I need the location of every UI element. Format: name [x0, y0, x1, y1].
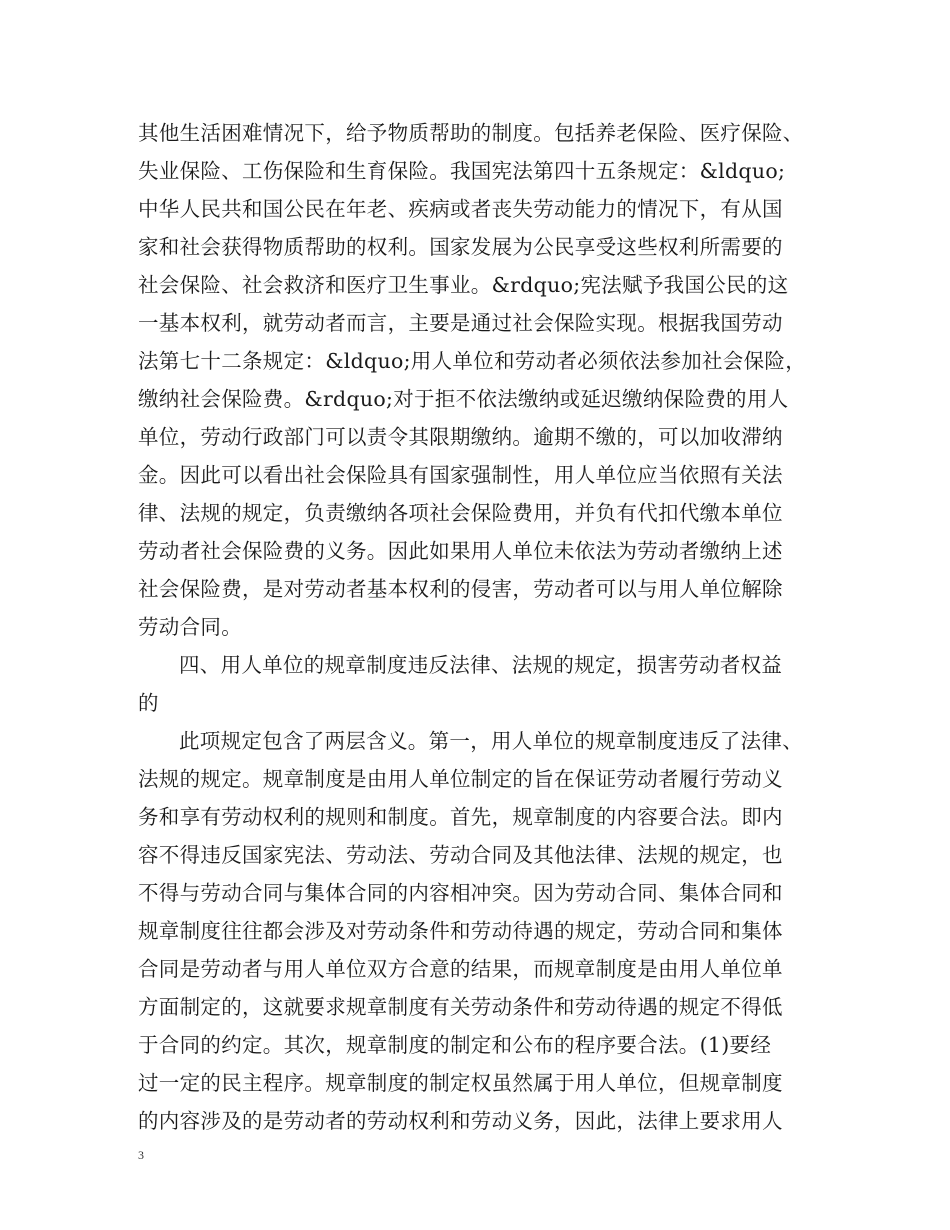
text-line: 法第七十二条规定：&ldquo;用人单位和劳动者必须依法参加社会保险，	[138, 349, 806, 373]
text-line: 过一定的民主程序。规章制度的制定权虽然属于用人单位，但规章制度	[138, 1071, 783, 1095]
text-line: 此项规定包含了两层含义。第一，用人单位的规章制度违反了法律、	[179, 729, 803, 753]
text-line: 容不得违反国家宪法、劳动法、劳动合同及其他法律、法规的规定，也	[138, 843, 783, 867]
text-line: 中华人民共和国公民在年老、疾病或者丧失劳动能力的情况下，有从国	[138, 197, 783, 221]
text-line: 单位，劳动行政部门可以责令其限期缴纳。逾期不缴的，可以加收滞纳	[138, 425, 783, 449]
text-line: 家和社会获得物质帮助的权利。国家发展为公民享受这些权利所需要的	[138, 235, 783, 259]
text-line: 务和享有劳动权利的规则和制度。首先，规章制度的内容要合法。即内	[138, 805, 783, 829]
text-line: 其他生活困难情况下，给予物质帮助的制度。包括养老保险、医疗保险、	[138, 121, 804, 145]
text-line: 律、法规的规定，负责缴纳各项社会保险费用，并负有代扣代缴本单位	[138, 501, 783, 525]
page-number: 3	[138, 1148, 144, 1162]
text-line: 一基本权利，就劳动者而言，主要是通过社会保险实现。根据我国劳动	[138, 311, 783, 335]
text-line: 于合同的约定。其次，规章制度的制定和公布的程序要合法。(1)要经	[138, 1033, 772, 1057]
text-line: 四、用人单位的规章制度违反法律、法规的规定，损害劳动者权益	[179, 653, 783, 677]
text-line: 社会保险、社会救济和医疗卫生事业。&rdquo;宪法赋予我国公民的这	[138, 273, 789, 297]
text-line: 劳动者社会保险费的义务。因此如果用人单位未依法为劳动者缴纳上述	[138, 539, 783, 563]
text-line: 劳动合同。	[138, 615, 242, 639]
text-line: 不得与劳动合同与集体合同的内容相冲突。因为劳动合同、集体合同和	[138, 881, 783, 905]
text-line: 金。因此可以看出社会保险具有国家强制性，用人单位应当依照有关法	[138, 463, 783, 487]
text-line: 的	[138, 691, 159, 715]
body-text	[138, 114, 818, 1140]
text-line: 合同是劳动者与用人单位双方合意的结果，而规章制度是由用人单位单	[138, 957, 783, 981]
text-line: 的内容涉及的是劳动者的劳动权利和劳动义务，因此，法律上要求用人	[138, 1109, 783, 1133]
text-line: 社会保险费，是对劳动者基本权利的侵害，劳动者可以与用人单位解除	[138, 577, 783, 601]
text-line: 失业保险、工伤保险和生育保险。我国宪法第四十五条规定：&ldquo;	[138, 159, 786, 183]
text-line: 法规的规定。规章制度是由用人单位制定的旨在保证劳动者履行劳动义	[138, 767, 783, 791]
text-line: 缴纳社会保险费。&rdquo;对于拒不依法缴纳或延迟缴纳保险费的用人	[138, 387, 789, 411]
text-line: 规章制度往往都会涉及对劳动条件和劳动待遇的规定，劳动合同和集体	[138, 919, 783, 943]
text-line: 方面制定的，这就要求规章制度有关劳动条件和劳动待遇的规定不得低	[138, 995, 783, 1019]
